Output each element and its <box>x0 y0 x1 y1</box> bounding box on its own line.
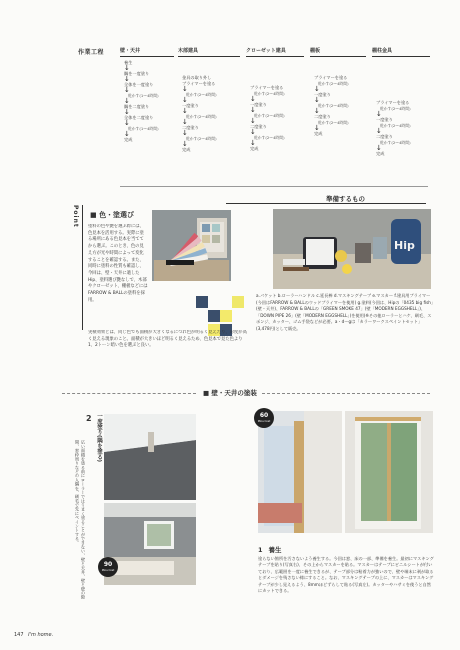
badge-90-number: 90 <box>103 561 113 568</box>
process-step: 一度塗り <box>314 92 331 97</box>
window-photo <box>345 411 433 533</box>
process-step: 完成 <box>124 137 133 142</box>
wall-divider-right <box>262 393 430 394</box>
flow-arrow-icon: ↓ <box>250 95 256 103</box>
process-step: 完成 <box>314 131 323 136</box>
process-drying-note: 乾かす(2〜4時間) <box>186 114 217 119</box>
page-footer <box>14 632 53 638</box>
flow-arrow-icon: ↓ <box>314 96 320 104</box>
prep-caption: a.パケット b.ローラーハンドル c.延長棒 d.マスキングテープ e.マスカー f.建具用プライマー(今回はFARROW & BALLのウッドプライマーを使用) g.塗料(今回は、Hipの「0435 big fish」(壁・天井)、FARROW & BALLの「GREEN SMOKE 47」(壁「MODERN EGGSHELL」)、「DOWN PIPE 26」(壁「MODERN EGGSHELL」)を使用)※その他ローラーとハケ、刷毛、スポンジ、カッター、ゴム手袋などが必要。a・d〜gは「カラーワークスペイントセット」(3,478円)として販売。 <box>256 293 433 331</box>
window-illustration <box>345 411 433 533</box>
masking-tape-photo <box>258 411 342 533</box>
wall-section-title: ■ 壁・天井の塗装 <box>203 389 257 397</box>
color-sample-photo <box>152 210 231 281</box>
flow-arrow-icon: ↓ <box>250 106 256 114</box>
point-bullet: ■ <box>90 211 100 219</box>
point-sidebar <box>72 205 83 330</box>
process-step: 全体を一度塗り <box>124 82 154 87</box>
color-swatch <box>196 296 208 308</box>
badge-60-unit: Mins Cost <box>257 420 271 423</box>
prep-title: 準備するもの <box>326 195 365 203</box>
supplies-illustration <box>273 209 431 289</box>
process-step: 完成 <box>182 147 191 152</box>
process-column-header: クローゼット建具 <box>246 47 304 57</box>
step1-number: 1 <box>258 546 263 554</box>
ceiling-corner-illustration <box>104 414 196 500</box>
prep-divider <box>226 203 426 204</box>
flow-arrow-icon: ↓ <box>124 119 130 127</box>
process-step: プライマーを塗る <box>250 85 284 90</box>
process-column <box>178 47 240 153</box>
flow-arrow-icon: ↓ <box>376 127 382 135</box>
step2-title: 一度塗り(隅を塗る) <box>96 413 102 463</box>
flow-arrow-icon: ↓ <box>182 85 188 93</box>
process-step: 二度塗り <box>376 134 393 139</box>
step2-text: 広い面積を塗る前にローラーではうまく塗ることができない、壁と天井、壁と壁の隙間、窓枠周りなどの入隅を、刷毛で先にペイントする。 <box>75 440 86 600</box>
process-step: 二度塗り <box>250 124 267 129</box>
flow-arrow-icon: ↓ <box>124 64 130 72</box>
step2-number: 2 <box>86 414 92 423</box>
process-drying-note: 乾かす(2〜4時間) <box>380 140 411 145</box>
point-paragraph-2: 実積効果とは、同じ色でも面積が大きくなるにつれ色が明るく見えたり、彩度が高く見える現象のこと。面積が大きいほど明るく見えるため、色見本で見た色より1、2トーン暗い色を選ぶと良い。 <box>88 330 247 349</box>
process-drying-note: 乾かす(1〜4時間) <box>128 93 159 98</box>
process-table <box>120 47 430 187</box>
flow-arrow-icon: ↓ <box>124 97 130 105</box>
process-step: 二度塗り <box>182 125 199 130</box>
process-column <box>120 47 174 143</box>
process-drying-note: 乾かす(2〜4時間) <box>186 92 217 97</box>
page-number: 147 <box>14 632 24 638</box>
process-step: 金具の取り外し <box>182 75 212 80</box>
flow-arrow-icon: ↓ <box>182 129 188 137</box>
process-column <box>310 47 366 137</box>
table-divider <box>120 186 428 187</box>
color-fan-illustration <box>152 210 231 281</box>
process-step: 養生 <box>124 60 133 65</box>
flow-arrow-icon: ↓ <box>124 86 130 94</box>
corner-paint-photo <box>104 414 196 500</box>
process-drying-note: 乾かす(2〜4時間) <box>318 81 349 86</box>
flow-arrow-icon: ↓ <box>182 96 188 104</box>
flow-arrow-icon: ↓ <box>182 107 188 115</box>
flow-arrow-icon: ↓ <box>250 139 256 147</box>
process-column-header: 木部建具 <box>178 47 240 57</box>
process-step: 隅を一度塗り <box>124 71 150 76</box>
process-drying-note: 乾かす(2〜4時間) <box>254 135 285 140</box>
wall-bullet: ■ <box>203 389 212 397</box>
process-drying-note: 乾かす(2〜4時間) <box>318 120 349 125</box>
process-drying-note: 乾かす(2〜4時間) <box>318 103 349 108</box>
process-column-header: 壁・天井 <box>120 47 174 57</box>
masking-illustration <box>258 411 342 533</box>
step1-heading <box>258 545 282 554</box>
flow-arrow-icon: ↓ <box>314 124 320 132</box>
point-label: Point <box>72 205 79 228</box>
flow-arrow-icon: ↓ <box>124 108 130 116</box>
color-swatch <box>208 310 220 322</box>
process-step: 一度塗り <box>250 102 267 107</box>
color-swatch <box>220 310 232 322</box>
process-drying-note: 乾かす(2〜4時間) <box>380 123 411 128</box>
process-step: 一度塗り <box>376 117 393 122</box>
process-column-header: 棚柱金具 <box>372 47 430 57</box>
process-step: 隅を二度塗り <box>124 104 150 109</box>
process-step: 一度塗り <box>182 103 199 108</box>
point-paragraph-1: 塗料の色や艶を選ぶ際には、色見本を活用する。実際に塗る場所にある色見本を当ててから選ぶ。このとき、色の見え方が光や時間によって変化することを確認する。また、同時に塗料の性質も確認し、今回は、壁・天井に適したHip、塗料選び艶なしで、木部やクローゼット、棚板などにはFARROW & BALLの塗料を採用。 <box>88 224 148 303</box>
process-step: プライマーを塗る <box>314 75 348 80</box>
flow-arrow-icon: ↓ <box>376 110 382 118</box>
flow-arrow-icon: ↓ <box>182 140 188 148</box>
flow-arrow-icon: ↓ <box>250 128 256 136</box>
process-drying-note: 乾かす(2〜4時間) <box>380 106 411 111</box>
step1-text: 塗らない箇所を汚さないよう養生する。今回は窓、床の一部、準備を養生。最初にマスキングテープを貼り(写真右)、その上からマスカーを貼る。マスカーはテープにビニルシートが付いており、広範囲を一度に養生できるが、テープ部分は粘着力が強いので、壁や端末に剥が取るとダメージを残さない様にすること。なお、マスキングテープの上に、マスカーはマスキングテープが少し見えるよう、8mmほどずらして貼る(写真左)。カッターやハサミを使うと自然にカットできる。 <box>258 556 434 594</box>
badge-90-mins <box>98 557 118 577</box>
step1-title: 養生 <box>268 546 282 554</box>
process-step: 二度塗り <box>314 114 331 119</box>
process-column <box>372 47 430 157</box>
process-title: 作業工程 <box>78 49 105 56</box>
process-step: 完成 <box>250 146 259 151</box>
svg-text:Hip: Hip <box>394 239 415 252</box>
point-title: ■ 色・塗選び <box>90 211 135 219</box>
room-photo <box>104 503 196 585</box>
magazine-name: I'm home. <box>28 632 54 638</box>
process-column-header: 棚板 <box>310 47 366 57</box>
room-illustration <box>104 503 196 585</box>
wall-divider-left <box>62 393 196 394</box>
process-drying-note: 乾かす(2〜4時間) <box>254 113 285 118</box>
process-drying-note: 乾かす(1〜4時間) <box>128 126 159 131</box>
process-step: プライマーを塗る <box>376 100 410 105</box>
process-drying-note: 乾かす(2〜4時間) <box>254 91 285 96</box>
process-step: プライマーを塗る <box>182 81 216 86</box>
color-swatch <box>232 296 244 308</box>
badge-60-mins <box>254 408 274 428</box>
flow-arrow-icon: ↓ <box>314 85 320 93</box>
badge-60-number: 60 <box>259 412 269 419</box>
flow-arrow-icon: ↓ <box>124 130 130 138</box>
flow-arrow-icon: ↓ <box>314 107 320 115</box>
process-step: 完成 <box>376 151 385 156</box>
process-column <box>246 47 304 152</box>
process-drying-note: 乾かす(2〜4時間) <box>186 136 217 141</box>
flow-arrow-icon: ↓ <box>376 144 382 152</box>
process-step: 全体を二度塗り <box>124 115 154 120</box>
flow-arrow-icon: ↓ <box>250 117 256 125</box>
badge-90-unit: Mins Cost <box>101 569 115 572</box>
flow-arrow-icon: ↓ <box>124 75 130 83</box>
supplies-photo <box>273 209 431 289</box>
flow-arrow-icon: ↓ <box>182 118 188 126</box>
